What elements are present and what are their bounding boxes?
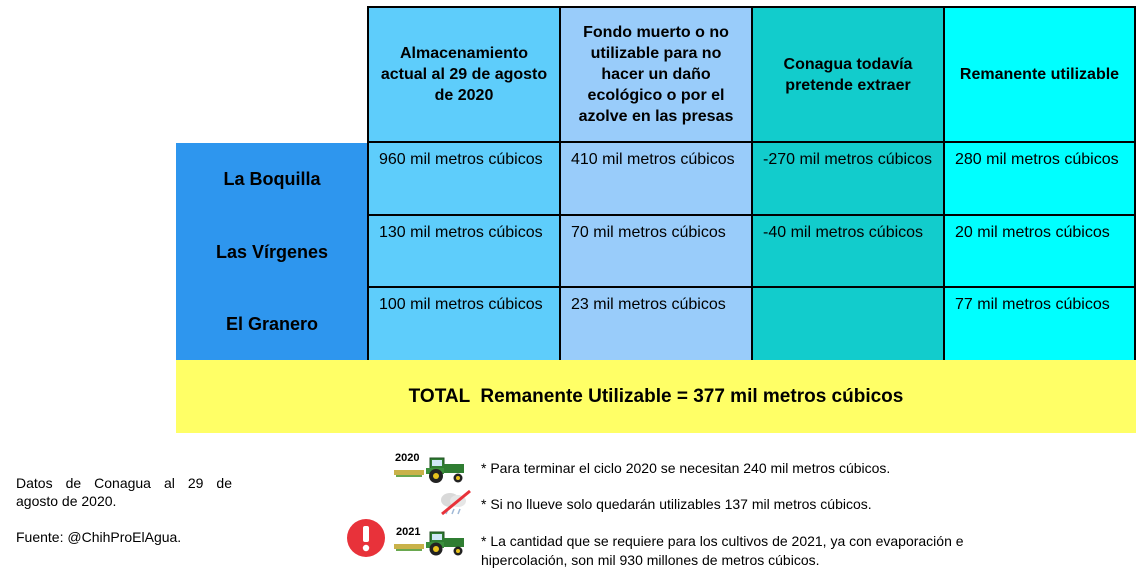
row-label-la-boquilla: La Boquilla bbox=[176, 143, 368, 216]
tractor-year-label: 2020 bbox=[395, 452, 420, 464]
table-cell: 410 mil metros cúbicos bbox=[559, 141, 753, 218]
table-cell: 23 mil metros cúbicos bbox=[559, 286, 753, 362]
total-text: TOTAL Remanente Utilizable = 377 mil metros cúbicos bbox=[408, 385, 904, 407]
total-banner bbox=[176, 360, 1136, 433]
row-label-las-virgenes: Las Vírgenes bbox=[176, 216, 368, 288]
note-text: * Para terminar el ciclo 2020 se necesitan 240 mil metros cúbicos. bbox=[481, 460, 891, 476]
header-remanente: Remanente utilizable bbox=[943, 6, 1136, 143]
table-cell: 70 mil metros cúbicos bbox=[559, 214, 753, 290]
alert-icon bbox=[346, 518, 386, 558]
tractor-icon bbox=[392, 452, 468, 484]
table-cell: 20 mil metros cúbicos bbox=[943, 214, 1136, 290]
note-text: * La cantidad que se requiere para los cultivos de 2021, ya con evaporación e hipercolación, son mil 930 millones de metros cúbicos. bbox=[481, 533, 964, 568]
table-cell: -270 mil metros cúbicos bbox=[751, 141, 945, 218]
header-almacenamiento: Almacenamiento actual al 29 de agosto de 2020 bbox=[367, 6, 561, 143]
table-cell: 77 mil metros cúbicos bbox=[943, 286, 1136, 362]
no-rain-icon bbox=[434, 488, 474, 516]
table-cell: 130 mil metros cúbicos bbox=[367, 214, 561, 290]
header-conagua-extraer: Conagua todavía pretende extraer bbox=[751, 6, 945, 143]
note-text: * Si no llueve solo quedarán utilizables 137 mil metros cúbicos. bbox=[481, 496, 872, 512]
table-cell: 280 mil metros cúbicos bbox=[943, 141, 1136, 218]
tractor-icon bbox=[392, 524, 468, 556]
table-cell: 960 mil metros cúbicos bbox=[367, 141, 561, 218]
source-credit: Fuente: @ChihProElAgua. bbox=[16, 529, 182, 545]
tractor-year-label: 2021 bbox=[396, 526, 421, 538]
table-cell bbox=[751, 286, 945, 362]
data-note: Datos de Conagua al 29 de agosto de 2020. bbox=[16, 475, 232, 509]
table-cell: -40 mil metros cúbicos bbox=[751, 214, 945, 290]
row-label-el-granero: El Granero bbox=[176, 288, 368, 360]
header-fondo-muerto: Fondo muerto o no utilizable para no hacer un daño ecológico o por el azolve en las presas bbox=[559, 6, 753, 143]
table-cell: 100 mil metros cúbicos bbox=[367, 286, 561, 362]
